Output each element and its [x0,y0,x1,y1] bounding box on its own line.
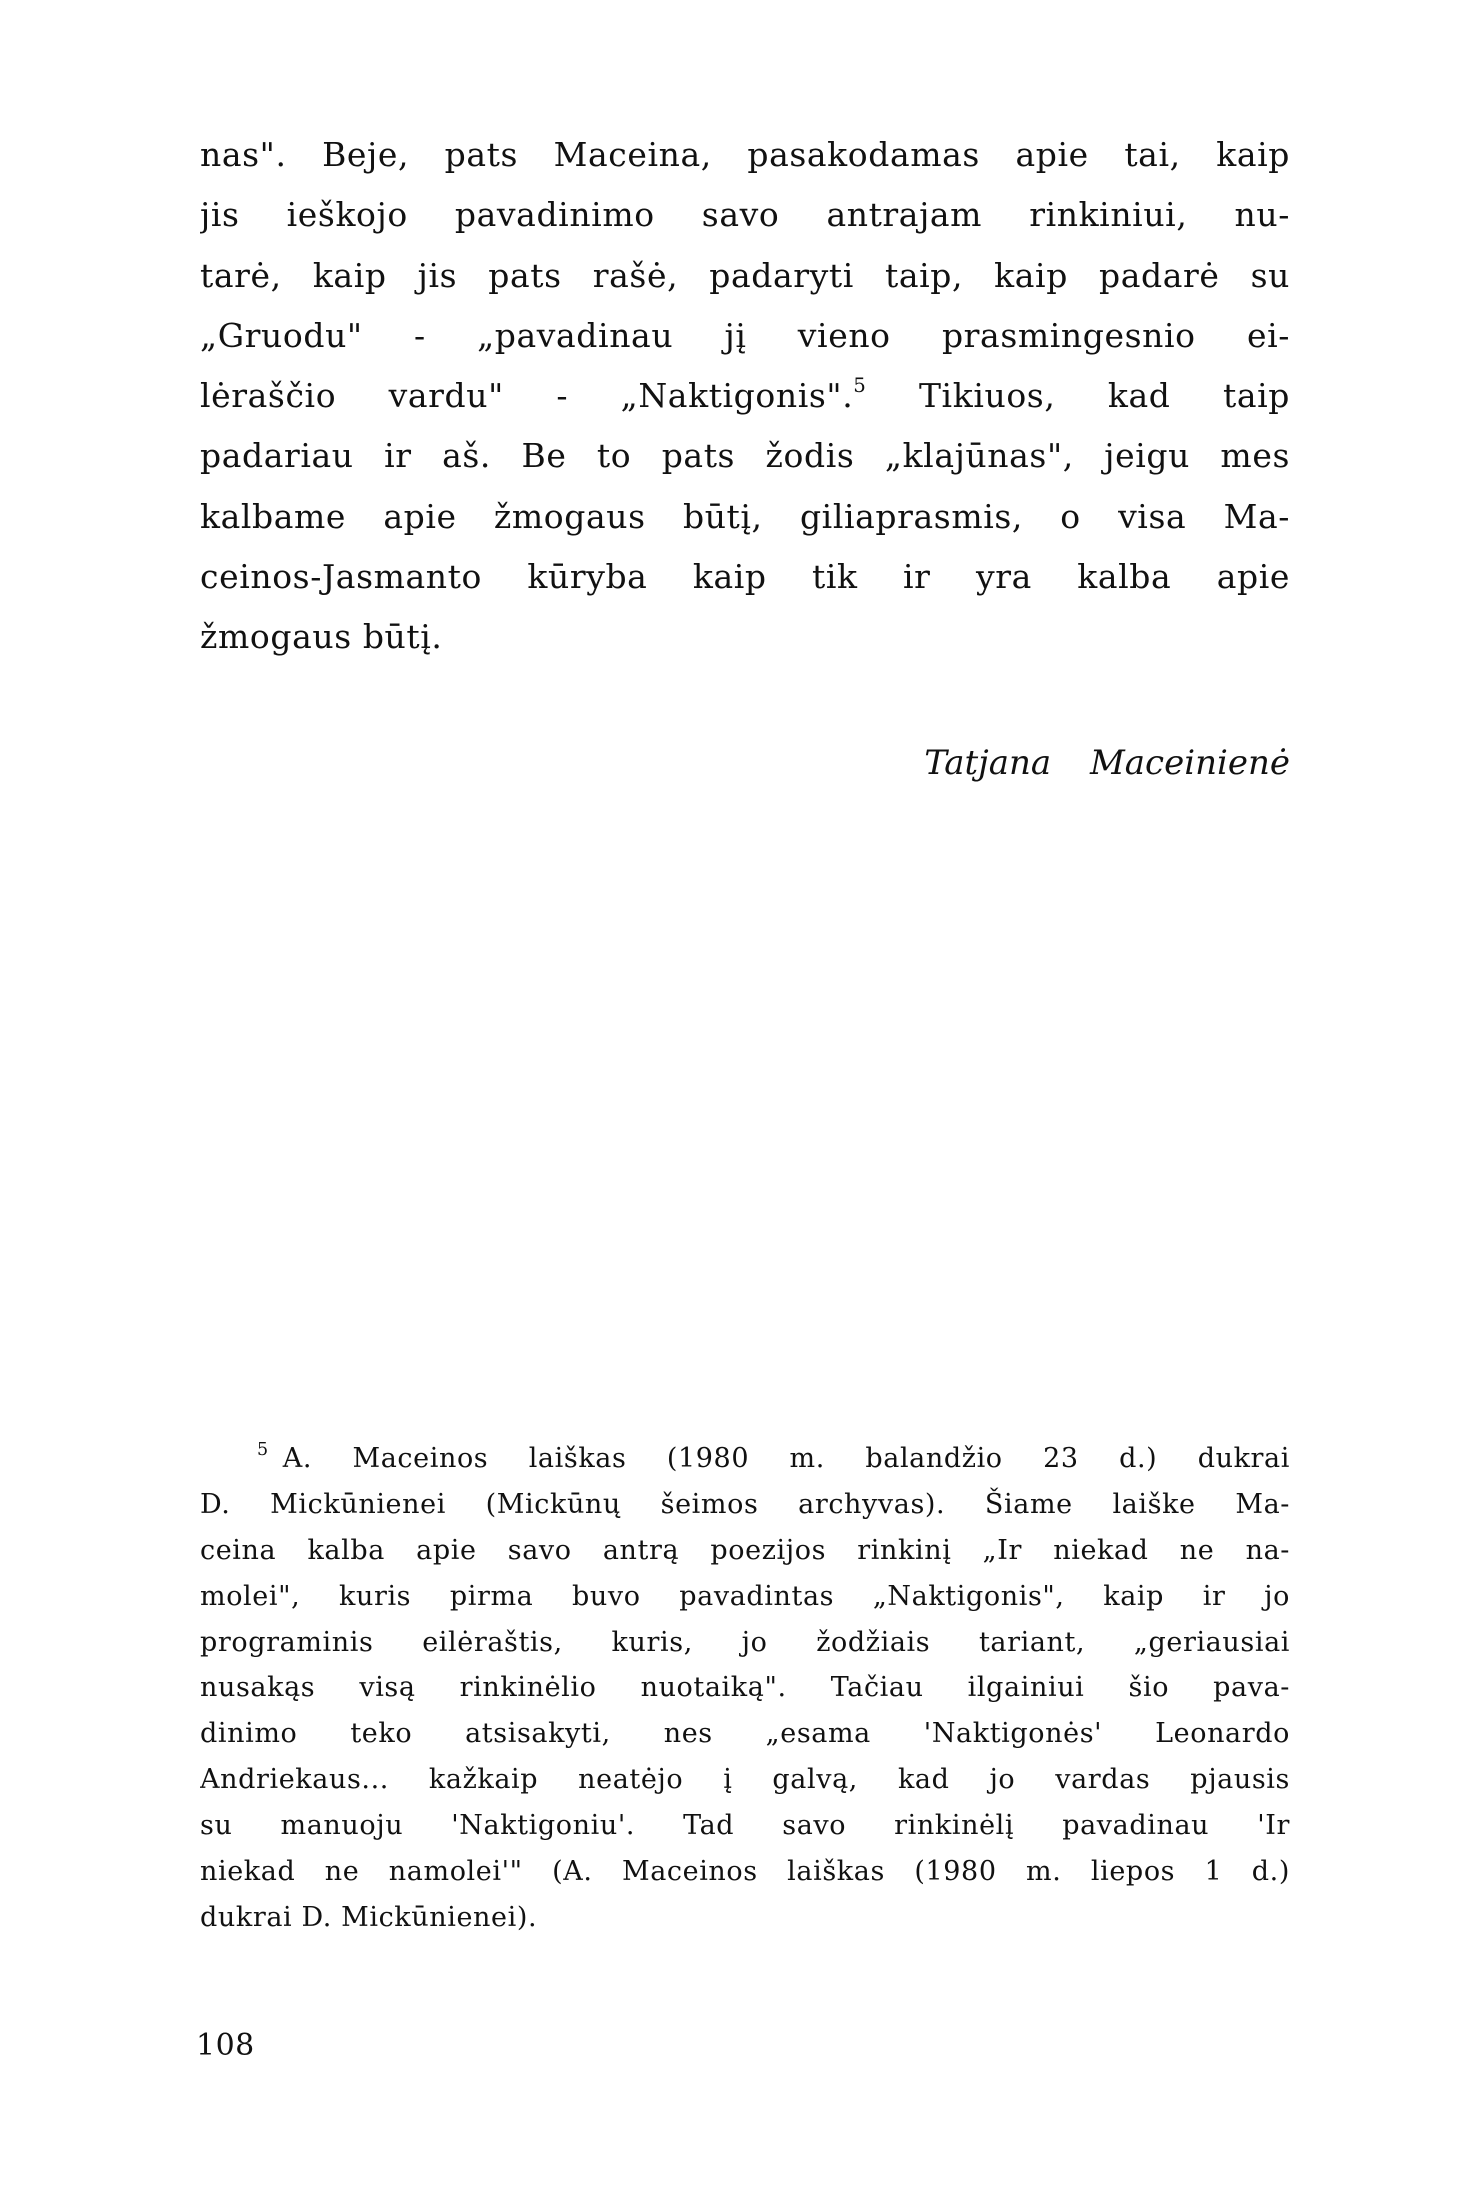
footnote-line: molei", kuris pirma buvo pavadintas „Naktigonis", kaip ir jo [200,1580,1290,1612]
footnote-line: D. Mickūnienei (Mickūnų šeimos archyvas). Šiame laiške Ma- [200,1488,1290,1520]
footnote-line: niekad ne namolei'" (A. Maceinos laiškas (1980 m. liepos 1 d.) [200,1856,1290,1888]
footnote [200,1436,1290,1941]
text-line: nas". Beje, pats Maceina, pasakodamas apie tai, kaip [200,135,1290,174]
footnote-line: dinimo teko atsisakyti, nes „esama 'Naktigonės' Leonardo [200,1718,1290,1750]
footnote-line: programinis eilėraštis, kuris, jo žodžiais tariant, „geriausiai [200,1626,1290,1658]
footnote-reference[interactable]: 5 [853,374,867,398]
text-line [200,366,1290,426]
text-segment: A. Maceinos laiškas (1980 m. balandžio 23 d.) dukrai [282,1443,1290,1474]
footnote-line: su manuoju 'Naktigoniu'. Tad savo rinkinėlį pavadinau 'Ir [200,1810,1290,1842]
footnote-line: ceina kalba apie savo antrą poezijos rinkinį „Ir niekad ne na- [200,1534,1290,1566]
text-line: žmogaus būtį. [200,617,443,656]
text-line: kalbame apie žmogaus būtį, giliaprasmis, o visa Ma- [200,496,1290,536]
footnote-line: Andriekaus... kažkaip neatėjo į galvą, kad jo vardas pjausis [200,1764,1290,1796]
text-line: ceinos-Jasmanto kūryba kaip tik ir yra kalba apie [200,556,1290,596]
footnote-line: dukrai D. Mickūnienei). [200,1901,538,1933]
text-segment: Tikiuos, kad taip [866,376,1290,415]
footnote-mark: 5 [257,1439,269,1460]
page-number: 108 [196,2028,255,2063]
text-line: jis ieškojo pavadinimo savo antrajam rinkiniui, nu- [200,195,1290,235]
footnote-line: nusakąs visą rinkinėlio nuotaiką". Tačiau ilgainiui šio pava- [200,1672,1290,1704]
main-paragraph [200,125,1290,667]
text-line: tarė, kaip jis pats rašė, padaryti taip, kaip padarė su [200,255,1290,295]
author-signature: Tatjana Maceinienė [924,743,1290,783]
footnote-line [200,1436,1290,1482]
text-segment: lėraščio vardu" - „Naktigonis". [200,376,854,415]
text-line: padariau ir aš. Be to pats žodis „klajūnas", jeigu mes [200,436,1290,476]
text-line: „Gruodu" - „pavadinau jį vieno prasmingesnio ei- [200,315,1290,355]
